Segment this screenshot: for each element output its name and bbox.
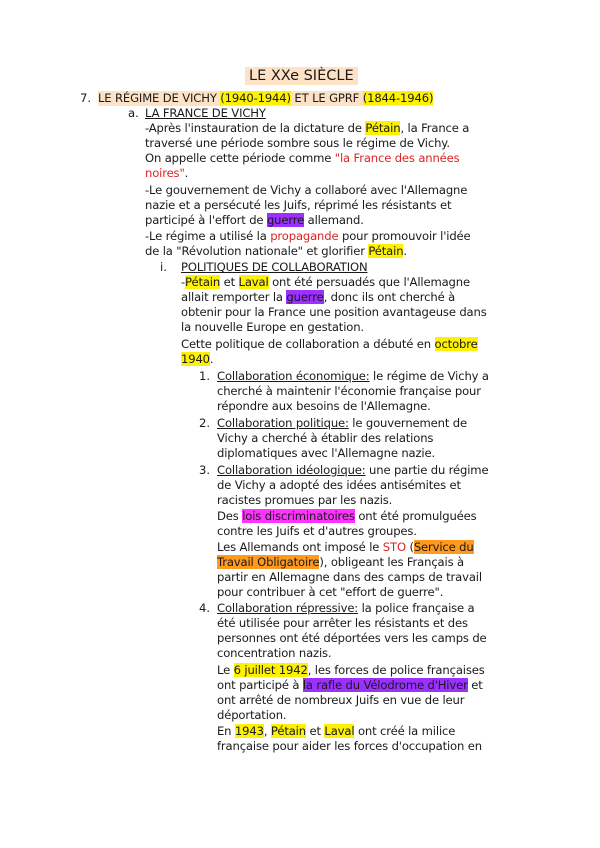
list-item-line: contre les Juifs et d'autres groupes. [217,524,417,538]
paragraph-line: de la "Révolution nationale" et glorifier Pétain. [145,244,407,258]
list-item-line: Collaboration politique: le gouvernement de [217,416,467,430]
paragraph-line: -Le régime a utilisé la propagande pour promouvoir l'idée [145,229,471,243]
list-item-line: de Vichy a adopté des idées antisémites et [217,478,461,492]
list-number: 4. [199,601,211,615]
list-item-line: Le 6 juillet 1942, les forces de police françaises [217,663,485,677]
list-item-line: Collaboration économique: le régime de Vichy a [217,369,489,383]
page-title: LE XXe SIÈCLE [245,67,358,85]
list-item-line: Travail Obligatoire), obligeant les Français à [217,555,464,569]
list-number: 2. [199,416,211,430]
list-item-line: diplomatiques avec l'Allemagne nazie. [217,446,436,460]
list-item-line: ont participé à la rafle du Vélodrome d'Hiver et [217,678,483,692]
list-number: 3. [199,463,211,477]
paragraph-line: 1940. [181,352,214,366]
paragraph-line: la nouvelle Europe en gestation. [181,320,364,334]
list-item-line: cherché à maintenir l'économie française pour [217,384,481,398]
list-item-line: partir en Allemagne dans des camps de travail [217,570,482,584]
section-number: 7. [80,91,92,105]
subsection-heading: LA FRANCE DE VICHY [145,106,266,120]
list-item-line: Collaboration idéologique: une partie du régime [217,463,489,477]
paragraph-line: -Pétain et Laval ont été persuadés que l'Allemagne [181,275,470,289]
subsection-heading: POLITIQUES DE COLLABORATION [181,260,368,274]
paragraph-line: allait remporter la guerre, donc ils ont cherché à [181,290,456,304]
paragraph-line: Cette politique de collaboration a débuté en octobre [181,337,478,351]
list-item-line: répondre aux besoins de l'Allemagne. [217,399,431,413]
subsection-marker: i. [160,260,167,274]
paragraph-line: traversé une période sombre sous le régime de Vichy. [145,136,450,150]
list-item-line: Les Allemands ont imposé le STO (Service du [217,540,474,554]
list-item-line: personnes ont été déportées vers les camps de [217,631,487,645]
section-heading: LE RÉGIME DE VICHY (1940-1944) ET LE GPRF (1844-1946) [98,91,434,105]
list-item-line: concentration nazis. [217,646,332,660]
list-item-line: Des lois discriminatoires ont été promulguées [217,509,477,523]
paragraph-line: participé à l'effort de guerre allemand. [145,213,364,227]
subsection-marker: a. [128,106,139,120]
list-item-line: française pour aider les forces d'occupation en [217,739,482,753]
paragraph-line: On appelle cette période comme "la France des années [145,151,460,165]
list-item-line: Vichy a cherché à établir des relations [217,431,434,445]
list-item-line: pour contribuer à cet "effort de guerre". [217,585,444,599]
list-item-line: racistes promues par les nazis. [217,493,393,507]
paragraph-line: obtenir pour la France une position avantageuse dans [181,305,487,319]
list-item-line: Collaboration répressive: la police française a [217,601,475,615]
list-number: 1. [199,369,211,383]
list-item-line: été utilisée pour arrêter les résistants et des [217,616,468,630]
paragraph-line: nazie et a persécuté les Juifs, réprimé les résistants et [145,198,452,212]
list-item-line: déportation. [217,708,287,722]
paragraph-line: -Après l'instauration de la dictature de Pétain, la France a [145,121,470,135]
list-item-line: ont arrêté de nombreux Juifs en vue de leur [217,693,465,707]
list-item-line: En 1943, Pétain et Laval ont créé la milice [217,724,456,738]
paragraph-line: noires". [145,166,189,180]
paragraph-line: -Le gouvernement de Vichy a collaboré avec l'Allemagne [145,183,468,197]
